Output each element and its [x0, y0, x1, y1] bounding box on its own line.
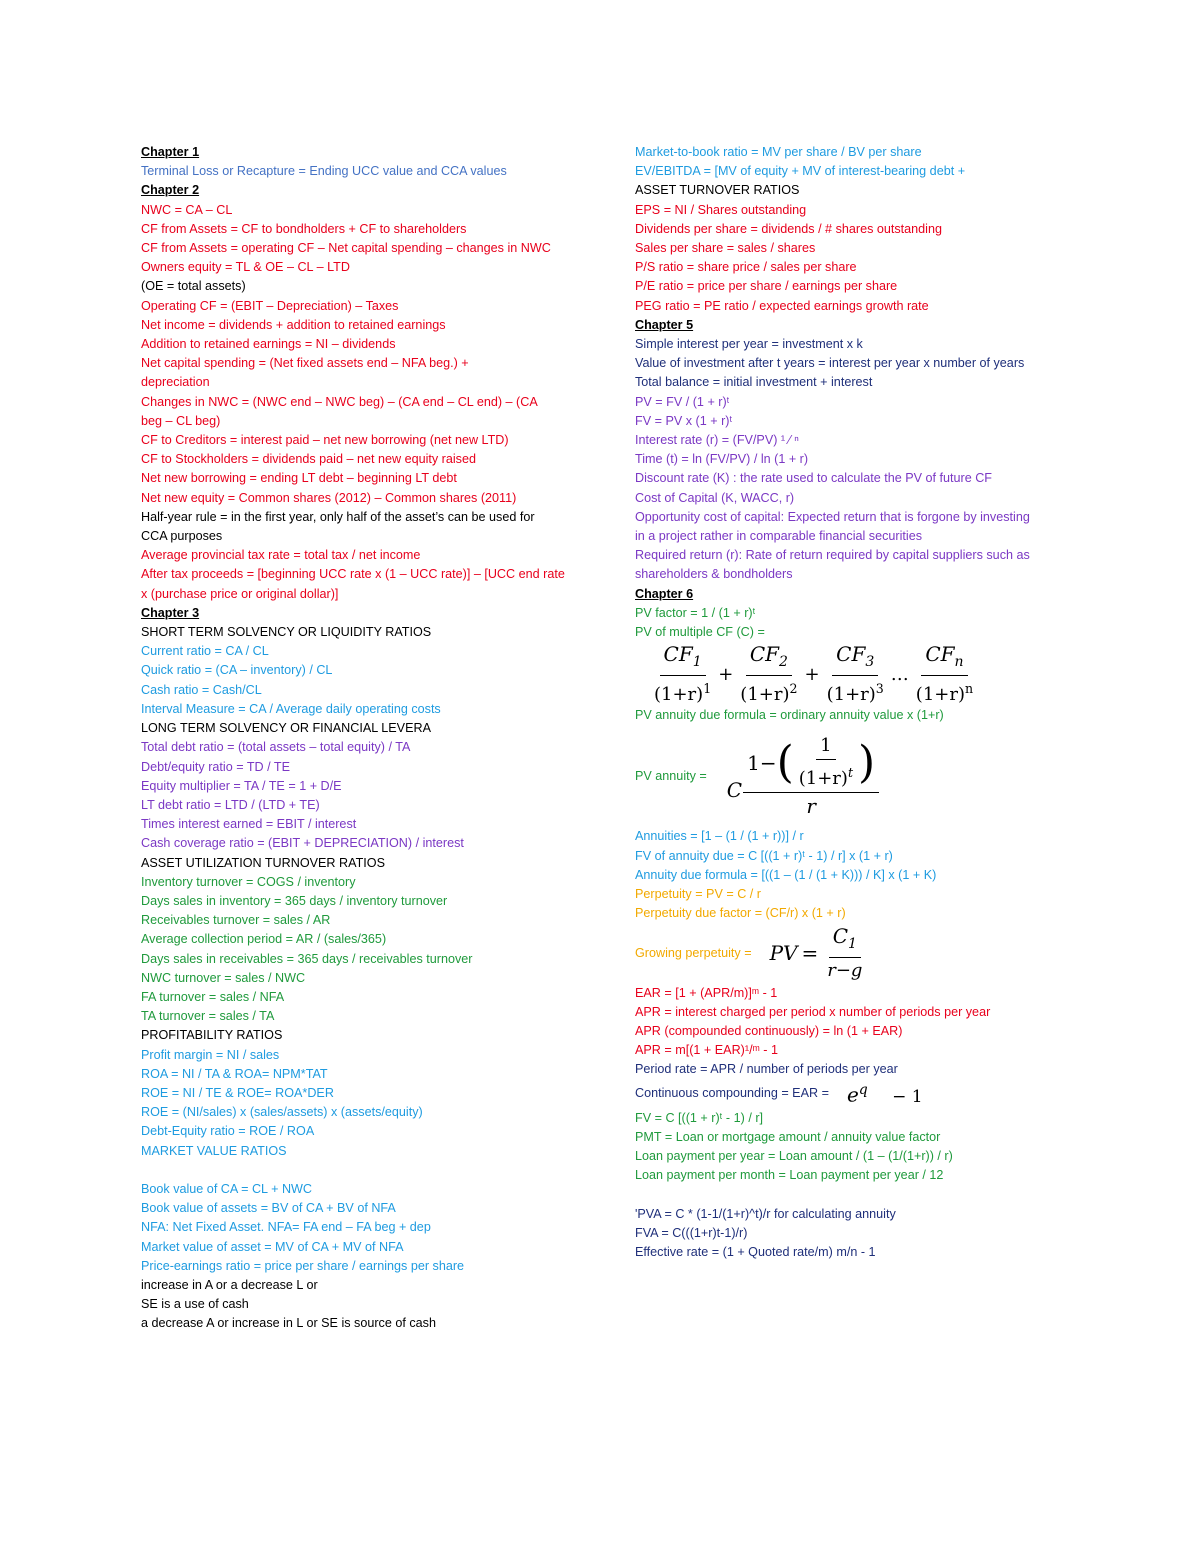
formula-line: Cash ratio = Cash/CL — [141, 682, 262, 697]
formula-line: Perpetuity = PV = C / r — [635, 887, 761, 902]
formula-line: 'PVA = C * (1-1/(1+r)^t)/r for calculating annuity — [635, 1206, 896, 1221]
formula-line: PV of multiple CF (C) = — [635, 625, 765, 640]
formula-line: PV factor = 1 / (1 + r)ᵗ — [635, 605, 756, 620]
formula-line: Days sales in inventory = 365 days / inventory turnover — [141, 893, 448, 908]
note-line: increase in A or a decrease L or — [141, 1277, 318, 1292]
formula-line: EPS = NI / Shares outstanding — [635, 202, 807, 217]
section-heading: ASSET TURNOVER RATIOS — [635, 183, 800, 198]
formula-line: Book value of assets = BV of CA + BV of NFA — [141, 1201, 396, 1216]
formula-line: Half-year rule = in the first year, only half of the asset’s can be used for CCA purposes — [141, 509, 535, 544]
formula-line: FA turnover = sales / NFA — [141, 989, 285, 1004]
formula-line: NWC turnover = sales / NWC — [141, 970, 306, 985]
formula-line: (OE = total assets) — [141, 279, 246, 294]
formula-line: Annuity due formula = [((1 – (1 / (1 + K))) / K] x (1 + K) — [635, 867, 937, 882]
formula-line: Operating CF = (EBIT – Depreciation) – Taxes — [141, 298, 399, 313]
formula-line: NFA: Net Fixed Asset. NFA= FA end – FA beg + dep — [141, 1220, 431, 1235]
formula-line: Changes in NWC = (NWC end – NWC beg) – (CA end – CL end) – (CA beg – CL beg) — [141, 394, 538, 428]
formula-line: Opportunity cost of capital: Expected return that is forgone by investing in a project rather in comparable financial securities — [635, 509, 1030, 544]
formula-line: PV = FV / (1 + r)ᵗ — [635, 394, 730, 409]
formula-line: Debt-Equity ratio = ROE / ROA — [141, 1124, 315, 1139]
formula-line: Market-to-book ratio = MV per share / BV per share — [635, 145, 922, 159]
spacer — [141, 1161, 581, 1180]
formula-line: Times interest earned = EBIT / interest — [141, 817, 357, 832]
spacer — [635, 1185, 1055, 1204]
formula-line: APR (compounded continuously) = ln (1 + EAR) — [635, 1023, 903, 1038]
formula-line: PMT = Loan or mortgage amount / annuity value factor — [635, 1129, 941, 1144]
growing-perpetuity-formula — [635, 924, 1055, 984]
formula-line: FV of annuity due = C [((1 + r)ᵗ - 1) / r] x (1 + r) — [635, 848, 893, 863]
formula-line: Quick ratio = (CA – inventory) / CL — [141, 663, 333, 678]
formula-line: FV = C [((1 + r)ᵗ - 1) / r] — [635, 1110, 764, 1125]
formula-line: Loan payment per month = Loan payment per year / 12 — [635, 1168, 944, 1183]
pv-annuity-formula — [635, 725, 1055, 827]
formula-line: Cash coverage ratio = (EBIT + DEPRECIATION) / interest — [141, 836, 464, 851]
left-column — [141, 143, 581, 1334]
formula-line: Days sales in receivables = 365 days / receivables turnover — [141, 951, 473, 966]
formula-line: Annuities = [1 – (1 / (1 + r))] / r — [635, 829, 804, 844]
chapter-1-heading: Chapter 1 — [141, 145, 200, 159]
section-heading: PROFITABILITY RATIOS — [141, 1028, 283, 1043]
note-line: a decrease A or increase in L or SE is source of cash — [141, 1316, 436, 1331]
formula-line: APR = m[(1 + EAR)¹/ᵐ - 1 — [635, 1043, 778, 1058]
formula-line: Time (t) = ln (FV/PV) / ln (1 + r) — [635, 452, 809, 467]
formula-line: Interest rate (r) = (FV/PV) ¹ ⁄ ⁿ — [635, 433, 799, 448]
formula-line: Effective rate = (1 + Quoted rate/m) m/n - 1 — [635, 1244, 876, 1259]
cf-term-3: $\frac{CF_3}{(1+r)^3}$ — [826, 641, 884, 705]
formula-line: CF from Assets = operating CF – Net capital spending – changes in NWC — [141, 241, 551, 256]
formula-line: Perpetuity due factor = (CF/r) x (1 + r) — [635, 906, 846, 921]
formula-line: APR = interest charged per period x number of periods per year — [635, 1004, 991, 1019]
plus-sign: + — [804, 663, 820, 685]
pv-annuity-math: C 1 − ( $\frac{1}{(1+r)^t}$ ) r — [727, 734, 880, 818]
formula-line: EAR = [1 + (APR/m)]ᵐ - 1 — [635, 985, 778, 1000]
formula-line: CF to Stockholders = dividends paid – net new equity raised — [141, 452, 476, 467]
formula-line: ROE = (NI/sales) x (sales/assets) x (assets/equity) — [141, 1105, 423, 1120]
continuous-compounding-formula — [635, 1080, 1055, 1109]
section-heading: SHORT TERM SOLVENCY OR LIQUIDITY RATIOS — [141, 625, 432, 640]
multiple-cf-formula — [649, 642, 1055, 706]
formula-line: Net new equity = Common shares (2012) – Common shares (2011) — [141, 490, 517, 505]
formula-line: Addition to retained earnings = NI – dividends — [141, 337, 396, 352]
formula-line: TA turnover = sales / TA — [141, 1009, 275, 1024]
formula-line: Total balance = initial investment + interest — [635, 375, 873, 390]
formula-line: Interval Measure = CA / Average daily operating costs — [141, 701, 441, 716]
formula-label: Continuous compounding = EAR = — [635, 1086, 829, 1101]
formula-line: Discount rate (K) : the rate used to calculate the PV of future CF — [635, 471, 992, 486]
formula-line: Price-earnings ratio = price per share / earnings per share — [141, 1258, 465, 1273]
formula-line: Net income = dividends + addition to retained earnings — [141, 317, 446, 332]
formula-label: PV annuity = — [635, 768, 707, 783]
formula-line: Equity multiplier = TA / TE = 1 + D/E — [141, 778, 342, 793]
formula-line: Value of investment after t years = interest per year x number of years — [635, 356, 1025, 371]
formula-line: Loan payment per year = Loan amount / (1 – (1/(1+r)) / r) — [635, 1148, 953, 1163]
note-line: SE is a use of cash — [141, 1297, 249, 1312]
formula-line: Dividends per share = dividends / # shares outstanding — [635, 221, 942, 236]
formula-line: CF to Creditors = interest paid – net new borrowing (net new LTD) — [141, 433, 509, 448]
formula-line: ROE = NI / TE & ROE= ROA*DER — [141, 1085, 334, 1100]
formula-line: ROA = NI / TA & ROA= NPM*TAT — [141, 1066, 328, 1081]
formula-line: P/E ratio = price per share / earnings per share — [635, 279, 898, 294]
formula-line: Period rate = APR / number of periods per year — [635, 1062, 898, 1077]
formula-line: LT debt ratio = LTD / (LTD + TE) — [141, 797, 320, 812]
formula-line: Required return (r): Rate of return required by capital suppliers such as shareholders & bondholders — [635, 548, 1030, 582]
formula-line: Market value of asset = MV of CA + MV of NFA — [141, 1239, 404, 1254]
formula-line: Average provincial tax rate = total tax / net income — [141, 548, 421, 563]
formula-line: Total debt ratio = (total assets – total equity) / TA — [141, 740, 411, 755]
formula-line: P/S ratio = share price / sales per share — [635, 260, 857, 275]
formula-line: Terminal Loss or Recapture = Ending UCC value and CCA values — [141, 164, 507, 179]
formula-label: Growing perpetuity = — [635, 945, 752, 960]
formula-line: Debt/equity ratio = TD / TE — [141, 759, 290, 774]
chapter-2-heading: Chapter 2 — [141, 183, 200, 198]
formula-line: CF from Assets = CF to bondholders + CF to shareholders — [141, 221, 467, 236]
formula-line: Book value of CA = CL + NWC — [141, 1181, 313, 1196]
growing-perpetuity-math: PV = $\frac{C_1}{r-g}$ — [769, 924, 863, 981]
chapter-6-heading: Chapter 6 — [635, 586, 694, 601]
formula-line: Profit margin = NI / sales — [141, 1047, 280, 1062]
formula-line: Cost of Capital (K, WACC, r) — [635, 490, 795, 505]
formula-line: Average collection period = AR / (sales/365) — [141, 932, 387, 947]
section-heading: LONG TERM SOLVENCY OR FINANCIAL LEVERA — [141, 721, 431, 736]
formula-line: Current ratio = CA / CL — [141, 644, 269, 659]
chapter-5-heading: Chapter 5 — [635, 317, 694, 332]
cf-term-n: $\frac{CF_n}{(1+r)^n}$ — [915, 641, 974, 705]
formula-line: Net new borrowing = ending LT debt – beginning LT debt — [141, 471, 457, 486]
formula-line: NWC = CA – CL — [141, 202, 233, 217]
cf-term-1: $\frac{CF_1}{(1+r)^1}$ — [654, 641, 712, 705]
formula-line: FV = PV x (1 + r)ᵗ — [635, 413, 733, 428]
formula-line: Simple interest per year = investment x k — [635, 337, 863, 352]
formula-line: FVA = C(((1+r)t-1)/r) — [635, 1225, 748, 1240]
cf-term-2: $\frac{CF_2}{(1+r)^2}$ — [740, 641, 798, 705]
formula-line: Owners equity = TL & OE – CL – LTD — [141, 260, 350, 275]
right-column — [635, 143, 1055, 1262]
formula-line: Sales per share = sales / shares — [635, 241, 816, 256]
chapter-3-heading: Chapter 3 — [141, 605, 200, 620]
section-heading: ASSET UTILIZATION TURNOVER RATIOS — [141, 855, 385, 870]
formula-line: PV annuity due formula = ordinary annuity value x (1+r) — [635, 708, 944, 723]
ellipsis: … — [890, 663, 909, 685]
continuous-math: $e^q - 1$ — [846, 1082, 923, 1107]
formula-line: EV/EBITDA = [MV of equity + MV of interest-bearing debt + — [635, 164, 966, 179]
formula-line: PEG ratio = PE ratio / expected earnings growth rate — [635, 298, 929, 313]
section-heading: MARKET VALUE RATIOS — [141, 1143, 287, 1158]
formula-line: Net capital spending = (Net fixed assets end – NFA beg.) + depreciation — [141, 356, 469, 390]
formula-line: Inventory turnover = COGS / inventory — [141, 874, 356, 889]
formula-line: After tax proceeds = [beginning UCC rate x (1 – UCC rate)] – [UCC end rate x (purchase price or original dollar)] — [141, 567, 565, 601]
plus-sign: + — [718, 663, 734, 685]
formula-line: Receivables turnover = sales / AR — [141, 913, 331, 928]
